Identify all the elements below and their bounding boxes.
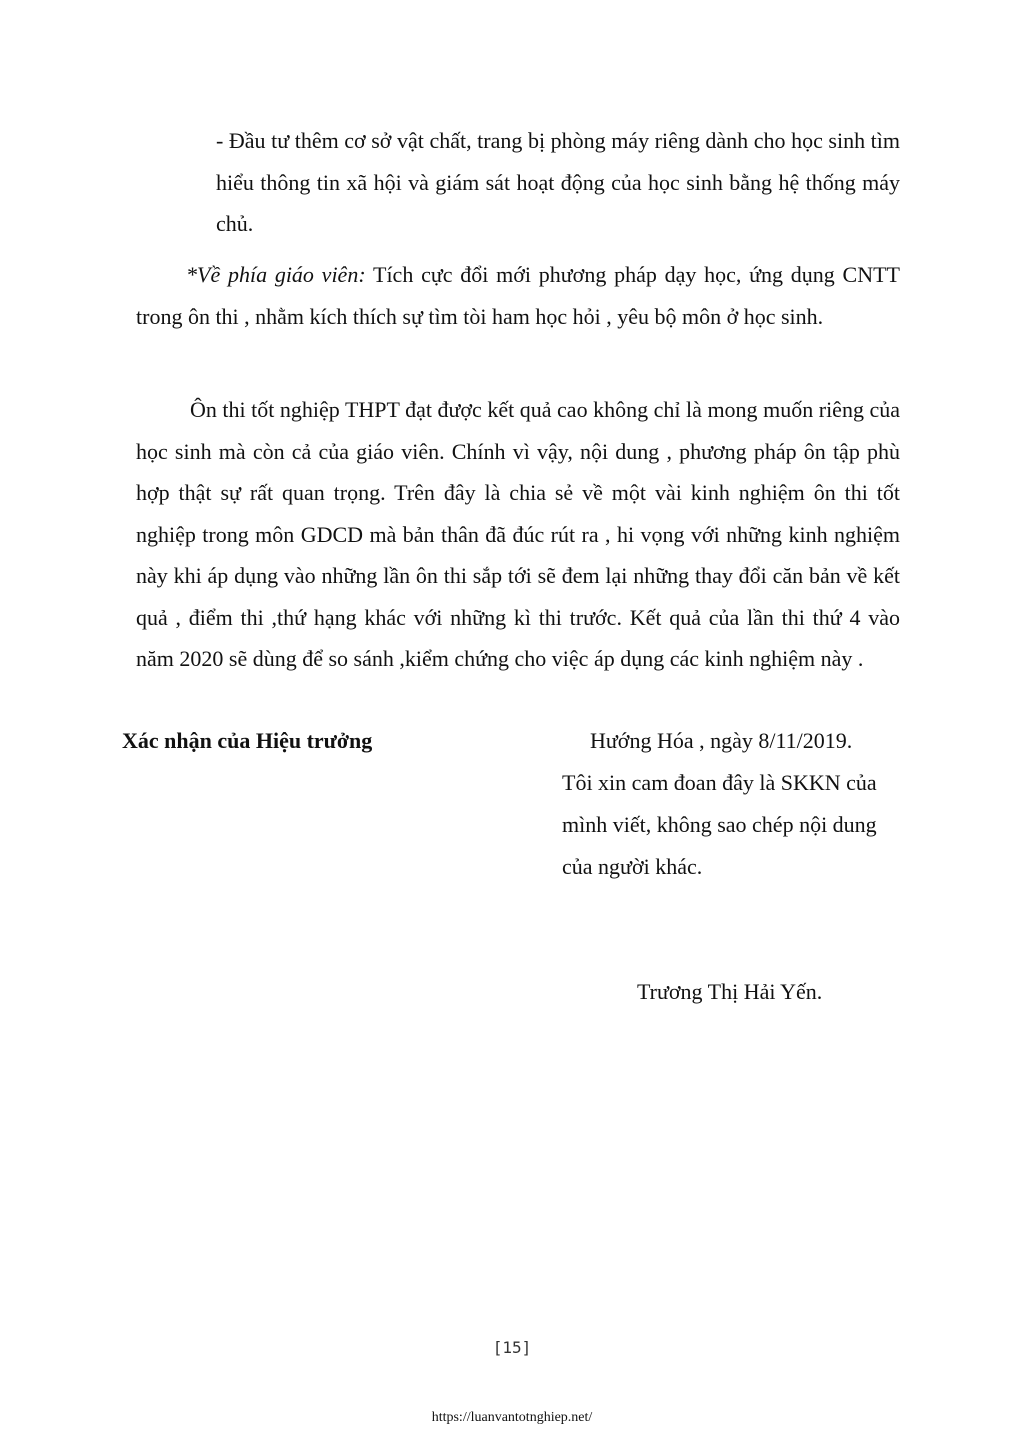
conclusion-paragraph: Ôn thi tốt nghiệp THPT đạt được kết quả cao không chỉ là mong muốn riêng của học sinh mà còn cả của giáo viên. Chính vì vậy, nội dung , phương pháp ôn tập phù hợp thật sự rất quan trọng. Trên đây là chia sẻ về một vài kinh nghiệm ôn thi tốt nghiệp trong môn GDCD mà bản thân đã đúc rút ra , hi vọng với những kinh nghiệm này khi áp dụng vào những lần ôn thi sắp tới sẽ đem lại những thay đổi căn bản về kết quả , điểm thi ,thứ hạng khác với những kì thi trước. Kết quả của lần thi thứ 4 vào năm 2020 sẽ dùng để so sánh ,kiểm chứng cho việc áp dụng các kinh nghiệm này .	[136, 397, 900, 671]
teacher-text: Tích cực đổi mới phương pháp dạy học, ứng dụng CNTT trong ôn thi , nhằm kích thích sự tìm tòi ham học hỏi , yêu bộ môn ở học sinh.	[136, 262, 900, 329]
teacher-label: *Về phía giáo viên:	[186, 262, 366, 287]
principal-confirmation-label: Xác nhận của Hiệu trưởng	[122, 728, 373, 753]
teacher-paragraph	[136, 254, 900, 337]
author-pledge: Tôi xin cam đoan đây là SKKN của mình viết, không sao chép nội dung của người khác.	[562, 770, 877, 879]
bullet-paragraph: - Đầu tư thêm cơ sở vật chất, trang bị phòng máy riêng dành cho học sinh tìm hiểu thông tin xã hội và giám sát hoạt động của học sinh bằng hệ thống máy chủ.	[216, 128, 900, 236]
author-signature-name: Trương Thị Hải Yến.	[637, 979, 823, 1004]
date-line: Hướng Hóa , ngày 8/11/2019.	[590, 728, 853, 753]
page-number: [15]	[492, 1338, 532, 1357]
footer-url[interactable]: https://luanvantotnghiep.net/	[431, 1410, 593, 1425]
